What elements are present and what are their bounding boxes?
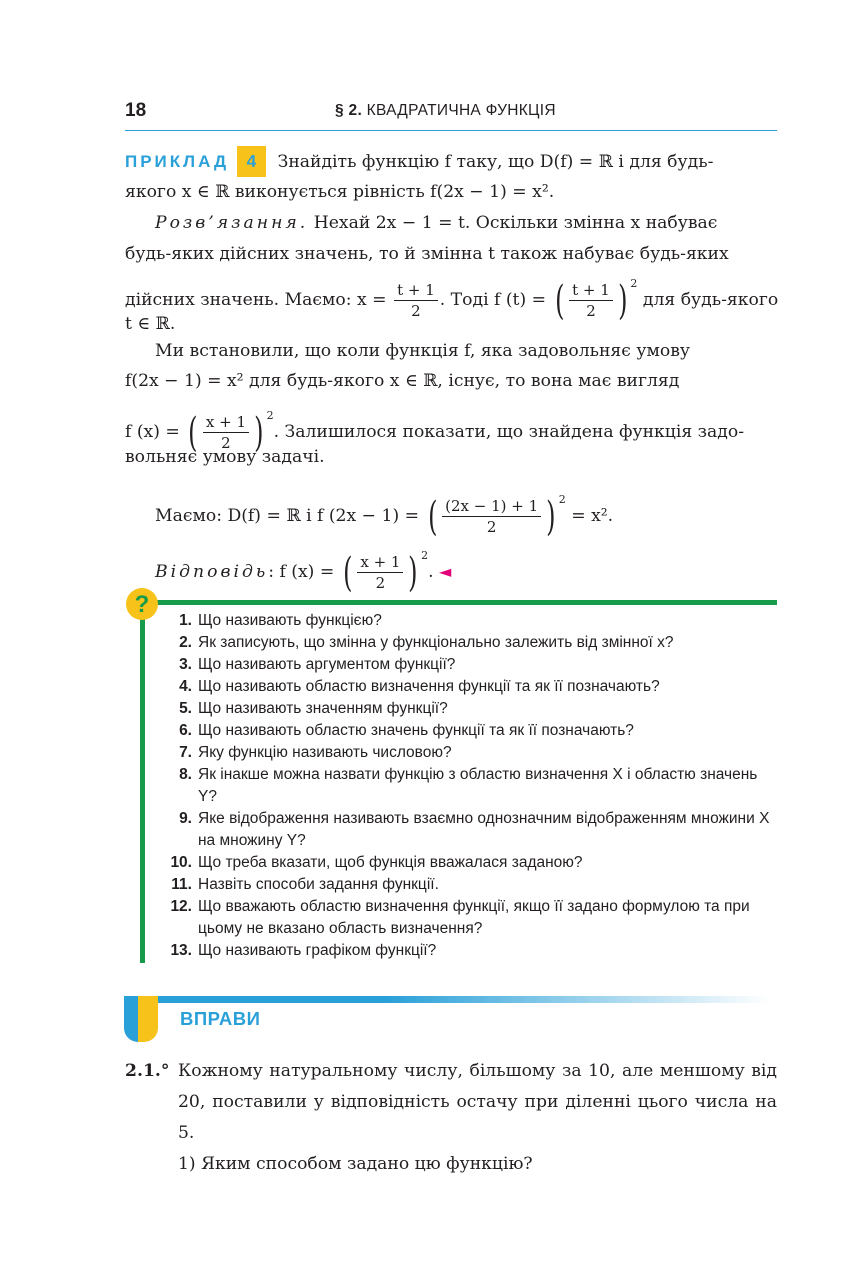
exercises-title: ВПРАВИ xyxy=(180,1008,261,1029)
question-item xyxy=(160,654,780,676)
question-item xyxy=(160,698,780,720)
section-heading xyxy=(335,102,556,120)
question-number: 1. xyxy=(179,612,192,629)
check-text-b: = x². xyxy=(571,506,614,526)
exercises-flag-icon xyxy=(124,996,158,1042)
solution-text-2: будь-яких дійсних значень, то й змінна t також набуває будь-яких xyxy=(125,244,729,264)
question-item xyxy=(160,720,780,742)
question-text: Що треба вказати, щоб функція вважалася заданою? xyxy=(198,854,583,871)
questions-top-rule xyxy=(140,600,777,605)
question-text: Яке відображення називають взаємно однозначним відображенням множини X на множину Y? xyxy=(198,810,770,849)
question-number: 4. xyxy=(179,678,192,695)
solution-text-3a: дійсних значень. Маємо: x = xyxy=(125,290,387,310)
exercises-stripe xyxy=(130,996,770,1003)
question-mark-icon: ? xyxy=(126,588,158,620)
fraction-t-plus-1-squared: $\frac{t + 1}{2}$ xyxy=(569,280,613,321)
question-text: Що називають областю значень функції та як її позначають? xyxy=(198,722,634,739)
question-number: 7. xyxy=(179,744,192,761)
para2-line-3: f (x) = ( $\frac{x + 1}{2}$ ) $^2$. Залишилося показати, що знайдена функція задо- xyxy=(125,409,745,456)
example-label: ПРИКЛАД xyxy=(125,152,230,171)
running-header xyxy=(125,96,777,131)
solution-line-3: дійсних значень. Маємо: x = $\frac{t + 1}{2}$ . Тоді f (t) = ( $\frac{t + 1}{2}$ ) $^2$ для будь-якого xyxy=(125,277,779,324)
question-text: Як інакше можна назвати функцію з областю визначення X і областю значень Y? xyxy=(198,766,758,805)
exercise-2-1 xyxy=(125,1056,777,1180)
question-number: 10. xyxy=(170,854,192,871)
question-number: 3. xyxy=(179,656,192,673)
question-item xyxy=(160,632,780,654)
question-item xyxy=(160,610,780,632)
page-number: 18 xyxy=(125,100,147,121)
example-number: 4 xyxy=(237,146,267,177)
question-text: Яку функцію називають числовою? xyxy=(198,744,452,761)
question-number: 13. xyxy=(170,942,192,959)
solution-text-4: t ∈ ℝ. xyxy=(125,314,176,334)
question-item xyxy=(160,764,780,808)
para2-text-3a: f (x) = xyxy=(125,422,180,442)
question-text: Що вважають областю визначення функції, якщо її задано формулою та при цьому не вказано область визначення? xyxy=(198,898,750,937)
question-number: 6. xyxy=(179,722,192,739)
question-item xyxy=(160,874,780,896)
para2-text-3b: . Залишилося показати, що знайдена функція задо- xyxy=(273,422,745,442)
answer-text: : f (x) = xyxy=(268,562,335,582)
example-statement-2: якого x ∈ ℝ виконується рівність f(2x − 1) = x². xyxy=(125,182,555,202)
solution-line-1 xyxy=(125,208,777,239)
fraction-t-plus-1: $\frac{t + 1}{2}$ xyxy=(394,280,438,321)
solution-text-3b: . Тоді f (t) = xyxy=(439,290,547,310)
question-number: 5. xyxy=(179,700,192,717)
end-of-solution-icon: ◄ xyxy=(439,562,452,581)
question-text: Що називають аргументом функції? xyxy=(198,656,456,673)
question-item xyxy=(160,852,780,874)
question-text: Що називають графіком функції? xyxy=(198,942,437,959)
questions-side-rule xyxy=(140,600,145,963)
solution-text-3c: для будь-якого xyxy=(642,290,779,310)
exercise-text: Кожному натуральному числу, більшому за 10, але меншому від 20, поставили у відповідність остачу при діленні цього числа на 5. xyxy=(178,1061,777,1143)
question-item xyxy=(160,896,780,940)
fraction-x-plus-1: $\frac{x + 1}{2}$ xyxy=(203,412,249,453)
question-item xyxy=(160,742,780,764)
question-number: 11. xyxy=(171,876,192,893)
example-statement-1: Знайдіть функцію f таку, що D(f) = ℝ і для будь- xyxy=(277,152,714,172)
question-item xyxy=(160,676,780,698)
question-item xyxy=(160,940,780,962)
question-number: 9. xyxy=(179,810,192,827)
check-text-a: Маємо: D(f) = ℝ і f (2x − 1) = xyxy=(155,506,420,526)
question-text: Як записують, що змінна y функціонально залежить від змінної x? xyxy=(198,634,674,651)
answer-line: Відповідь: f (x) = ( $\frac{x + 1}{2}$ ) $^2$. ◄ xyxy=(155,549,452,596)
example-statement-line-1 xyxy=(125,146,777,178)
question-number: 8. xyxy=(179,766,192,783)
para2-text-1: Ми встановили, що коли функція f, яка задовольняє умову xyxy=(155,341,690,361)
para2-text-4: вольняє умову задачі. xyxy=(125,447,325,467)
para2-text-2: f(2x − 1) = x² для будь-якого x ∈ ℝ, існує, то вона має вигляд xyxy=(125,371,680,391)
question-text: Назвіть способи задання функції. xyxy=(198,876,439,893)
question-number: 2. xyxy=(179,634,192,651)
question-text: Що називають значенням функції? xyxy=(198,700,448,717)
fraction-check: $\frac{(2x - 1) + 1}{2}$ xyxy=(442,496,541,537)
question-number: 12. xyxy=(170,898,192,915)
solution-text-1: Нехай 2x − 1 = t. Оскільки змінна x набуває xyxy=(313,213,718,233)
section-mark: § 2. xyxy=(335,102,363,119)
exercise-number: 2.1.° xyxy=(125,1061,170,1081)
questions-list xyxy=(160,610,780,962)
exercise-subquestion-1: 1) Яким способом задано цю функцію? xyxy=(178,1154,533,1174)
answer-end: . xyxy=(428,562,434,582)
question-text: Що називають функцією? xyxy=(198,612,382,629)
fraction-answer: $\frac{x + 1}{2}$ xyxy=(357,552,403,593)
section-title: КВАДРАТИЧНА ФУНКЦІЯ xyxy=(366,102,556,119)
question-text: Що називають областю визначення функції та як її позначають? xyxy=(198,678,660,695)
check-line: Маємо: D(f) = ℝ і f (2x − 1) = ( $\frac{(2x - 1) + 1}{2}$ ) $^2$ = x². xyxy=(155,493,614,540)
question-item xyxy=(160,808,780,852)
answer-label: Відповідь xyxy=(155,562,269,582)
solution-label: Розв’язання. xyxy=(155,213,309,233)
